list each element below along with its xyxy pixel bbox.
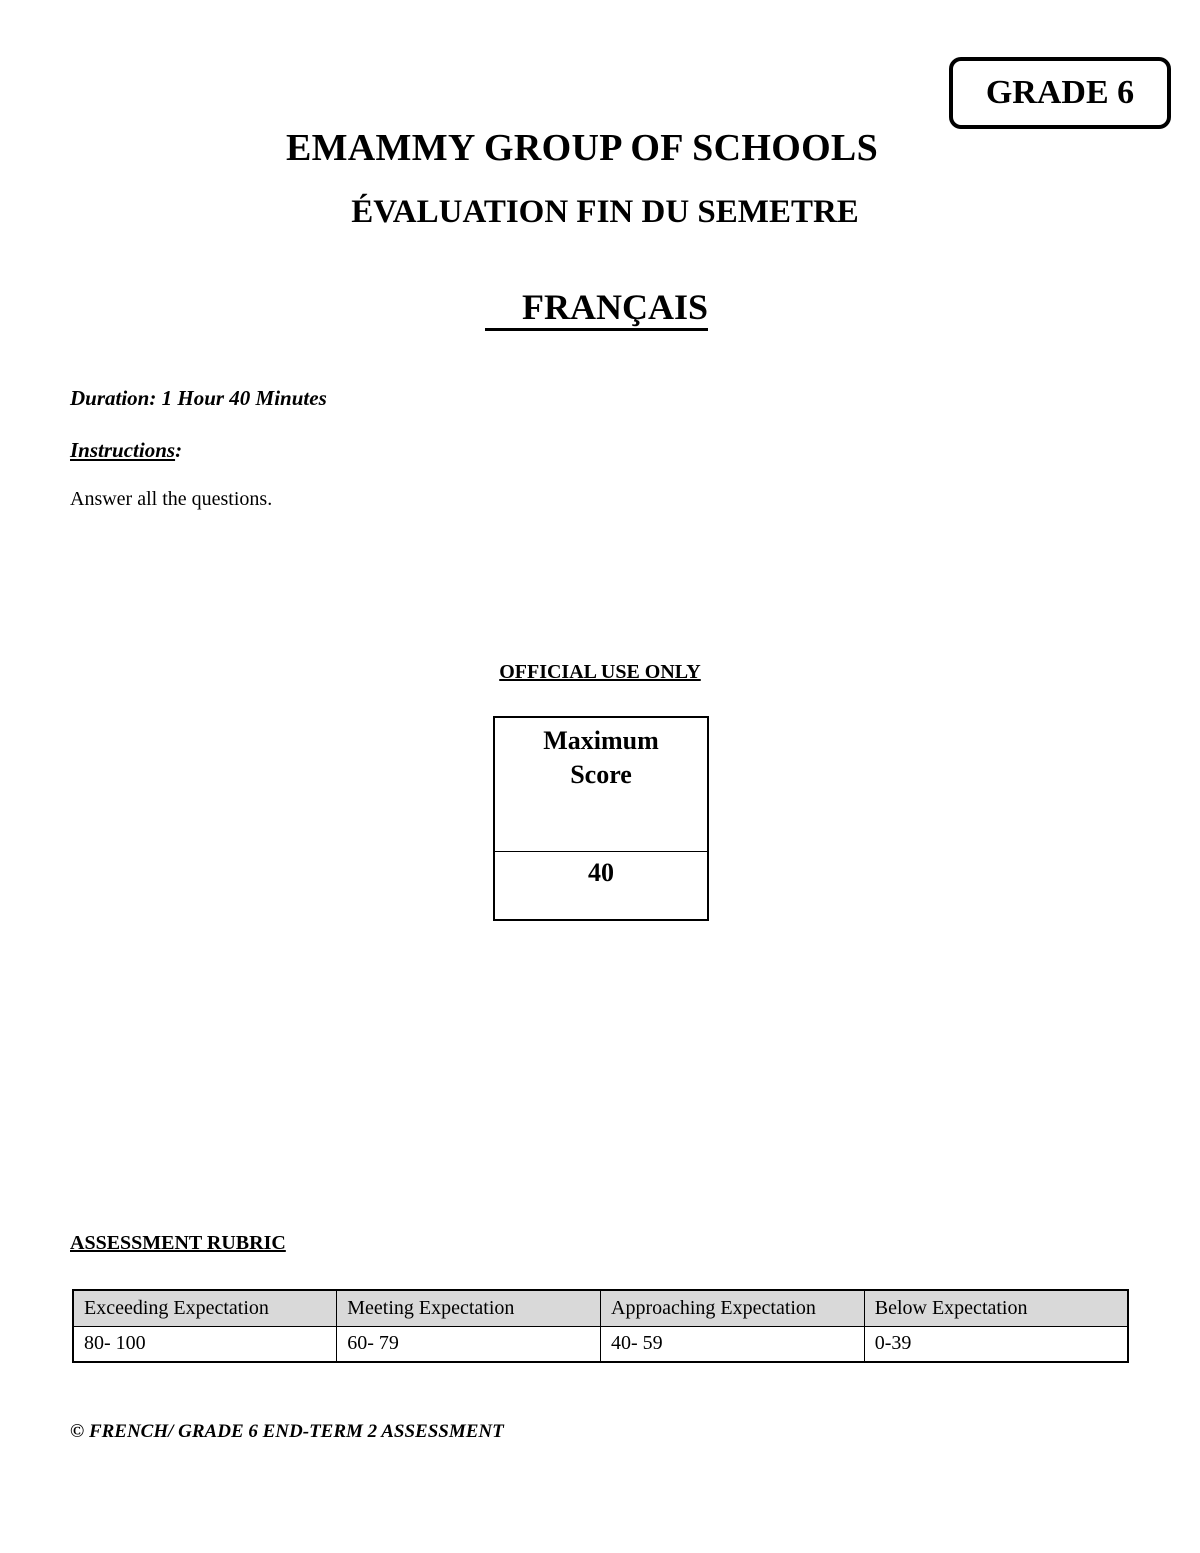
duration-text: Duration: 1 Hour 40 Minutes: [70, 386, 327, 410]
official-use-heading: OFFICIAL USE ONLY: [499, 661, 701, 683]
footer-copyright: © FRENCH/ GRADE 6 END-TERM 2 ASSESSMENT: [70, 1421, 504, 1442]
rubric-header-row: [73, 1290, 1128, 1326]
evaluation-title: ÉVALUATION FIN DU SEMETRE: [351, 194, 859, 230]
grade-badge: GRADE 6: [949, 57, 1171, 129]
rubric-range-cell: 0-39: [864, 1326, 1128, 1362]
rubric-header-cell: Approaching Expectation: [601, 1290, 865, 1326]
subject-title: FRANÇAIS: [485, 286, 708, 331]
rubric-table: [72, 1289, 1129, 1363]
score-label-line1: Maximum: [543, 726, 659, 755]
rubric-range-cell: 40- 59: [601, 1326, 865, 1362]
rubric-range-cell: 80- 100: [73, 1326, 337, 1362]
rubric-header-cell: Exceeding Expectation: [73, 1290, 337, 1326]
score-value: 40: [588, 858, 614, 887]
school-name: EMAMMY GROUP OF SCHOOLS: [285, 127, 879, 169]
instructions-colon: :: [175, 438, 183, 462]
score-label-line2: Score: [570, 760, 632, 789]
rubric-title: ASSESSMENT RUBRIC: [70, 1232, 286, 1254]
rubric-range-row: [73, 1326, 1128, 1362]
instructions-text: Answer all the questions.: [70, 488, 273, 510]
rubric-header-cell: Meeting Expectation: [337, 1290, 601, 1326]
score-box: [493, 716, 709, 921]
instructions-label: Instructions: [70, 438, 176, 462]
instructions-heading: [70, 438, 182, 463]
score-label: [495, 718, 707, 852]
rubric-range-cell: 60- 79: [337, 1326, 601, 1362]
rubric-header-cell: Below Expectation: [864, 1290, 1128, 1326]
